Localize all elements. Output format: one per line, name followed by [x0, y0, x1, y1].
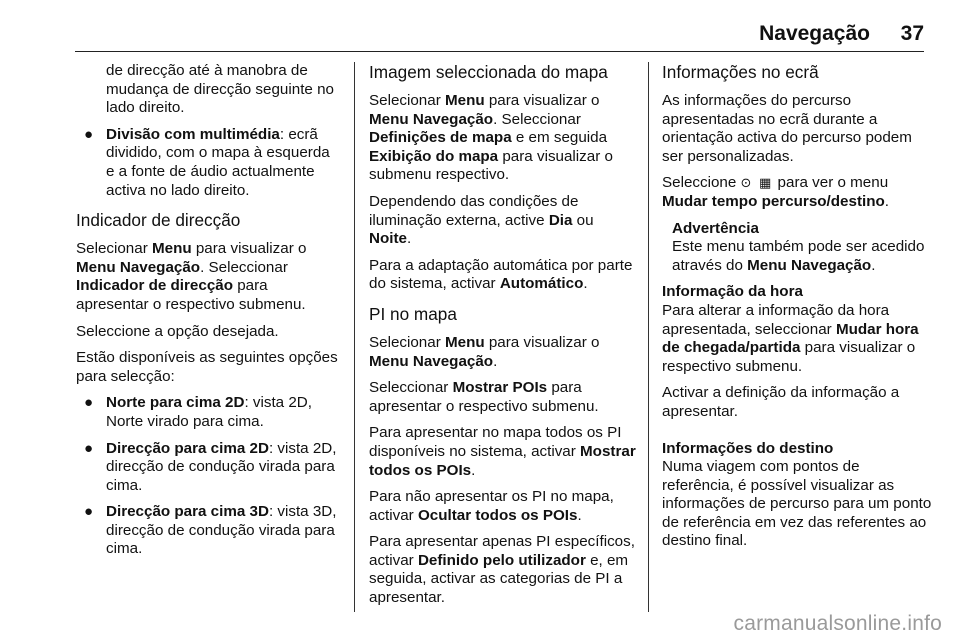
- paragraph: Para apresentar apenas PI específicos, activar Definido pelo utilizador e, em seguida, activar as categorias de PI a apresentar.: [369, 533, 635, 607]
- list-item: ● Direcção para cima 3D: vista 3D, direcção de condução virada para cima.: [84, 503, 337, 558]
- paragraph: Para não apresentar os PI no mapa, activar Ocultar todos os POIs.: [369, 488, 614, 524]
- bullet-icon: ●: [84, 503, 94, 521]
- section-heading: PI no mapa: [369, 303, 457, 324]
- page-header: [0, 0, 960, 52]
- paragraph: Selecionar Menu para visualizar o Menu Navegação. Seleccionar Definições de mapa e em seguida Exibição do mapa para visualizar o submenu respectivo.: [369, 92, 613, 184]
- note-title: Advertência: [672, 219, 759, 237]
- paragraph: Seleccione a opção desejada.: [76, 322, 279, 340]
- paragraph: Informações do destino Numa viagem com pontos de referência, é possível visualizar as informações de percurso para um ponto de referência em vez das referentes ao destino final.: [662, 440, 934, 552]
- list-item: ● Divisão com multimédia: ecrã dividido, com o mapa à esquerda e a fonte de áudio actualmente activa no lado direito.: [84, 125, 330, 199]
- bullet-icon: ●: [84, 394, 94, 412]
- column-divider-2: [648, 62, 649, 612]
- section-heading: Informações no ecrã: [662, 62, 819, 82]
- paragraph: Estão disponíveis as seguintes opções para selecção:: [76, 349, 338, 385]
- paragraph: Seleccionar Mostrar POIs para apresentar o respectivo submenu.: [369, 379, 599, 415]
- nav-menu-icon: ⊙ ▦: [740, 175, 774, 191]
- paragraph: Activar a definição da informação a apresentar.: [662, 384, 900, 420]
- paragraph: Selecionar Menu para visualizar o Menu Navegação. Seleccionar Indicador de direcção para apresentar o respectivo submenu.: [76, 240, 307, 313]
- paragraph: Selecionar Menu para visualizar o Menu Navegação.: [369, 333, 600, 370]
- paragraph: Para apresentar no mapa todos os PI disponíveis no sistema, activar Mostrar todos os POIs.: [369, 424, 636, 479]
- continued-text: de direcção até à manobra de mudança de direcção seguinte no lado direito.: [106, 62, 334, 117]
- column-1: [76, 62, 342, 567]
- watermark: carmanualsonline.info: [733, 612, 942, 635]
- column-2: [369, 62, 637, 616]
- list-item: ● Direcção para cima 2D: vista 2D, direcção de condução virada para cima.: [84, 439, 337, 494]
- paragraph: Informação da hora Para alterar a informação da hora apresentada, seleccionar Mudar hora de chegada/partida para visualizar o respectivo submenu.: [662, 283, 934, 376]
- paragraph: Para a adaptação automática por parte do sistema, activar Automático.: [369, 256, 633, 293]
- split-bullet-list: [76, 126, 342, 200]
- page-number: 37: [900, 22, 924, 45]
- paragraph: Seleccione ⊙ ▦ para ver o menu Mudar tempo percurso/destino.: [662, 174, 890, 210]
- options-list: [76, 394, 342, 559]
- paragraph: Dependendo das condições de iluminação externa, active Dia ou Noite.: [369, 192, 594, 248]
- bullet-icon: ●: [84, 125, 94, 143]
- section-title: Navegação: [759, 22, 870, 45]
- section-heading: Imagem seleccionada do mapa: [369, 62, 608, 82]
- list-item: ● Norte para cima 2D: vista 2D, Norte virado para cima.: [84, 394, 312, 430]
- subheading: Informações do destino: [662, 439, 834, 457]
- column-3: [662, 62, 934, 559]
- paragraph: As informações do percurso apresentadas no ecrã durante a orientação activa do percurso podem ser personalizadas.: [662, 92, 912, 165]
- note-box: Advertência Este menu também pode ser acedido através do Menu Navegação.: [672, 220, 934, 276]
- section-heading: Indicador de direcção: [76, 210, 241, 231]
- bullet-icon: ●: [84, 439, 94, 457]
- header-rule: [75, 51, 924, 52]
- subheading: Informação da hora: [662, 283, 803, 301]
- column-divider-1: [354, 62, 355, 612]
